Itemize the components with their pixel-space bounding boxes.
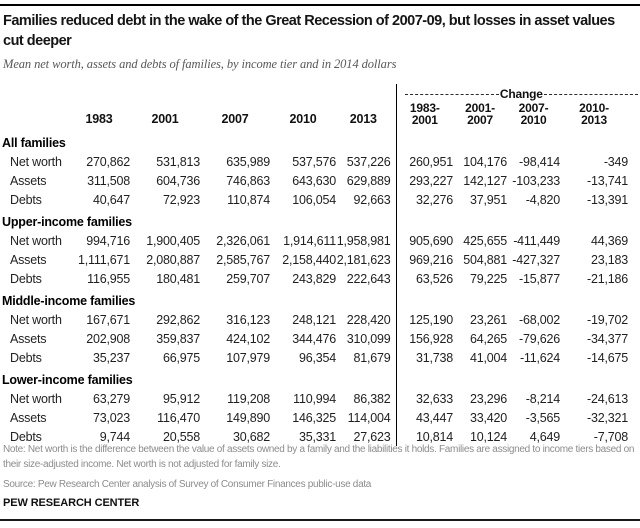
value-cell: 1,111,671: [78, 252, 130, 267]
value-cell: 92,663: [353, 192, 391, 207]
spacer-cell: [396, 367, 640, 389]
row-label: Debts: [10, 350, 42, 365]
value-cell: -349: [603, 154, 629, 169]
value-cell: 2,585,767: [216, 252, 270, 267]
change-column-header: [507, 100, 560, 130]
top-rule: [0, 4, 640, 6]
value-cell: 2,181,623: [336, 252, 391, 267]
value-cell: 635,989: [226, 154, 270, 169]
value-cell: 316,123: [226, 312, 270, 327]
value-cell: 110,874: [227, 192, 270, 207]
value-cell: 746,863: [226, 173, 270, 188]
value-cell: 27,623: [353, 429, 391, 444]
value-cell: 969,216: [396, 250, 453, 269]
value-cell: 110,994: [293, 391, 336, 406]
value-cell: -11,624: [519, 350, 561, 365]
spacer-cell: [396, 209, 640, 231]
value-cell: -68,002: [519, 312, 561, 327]
value-cell: 167,671: [86, 312, 130, 327]
value-cell: -34,377: [587, 331, 629, 346]
group-header: Upper-income families: [2, 215, 132, 229]
change-header-line1: 1983-: [409, 101, 440, 115]
value-cell: -4,820: [525, 192, 561, 207]
dash-line-left: [405, 94, 499, 95]
value-cell: 23,296: [469, 391, 508, 406]
spacer-cell: [0, 84, 396, 100]
value-cell: 9,744: [99, 429, 130, 444]
table-row: [0, 171, 640, 190]
change-header-line2: 2007: [467, 113, 493, 127]
table-row: [0, 329, 640, 348]
group-header-row: [0, 288, 640, 310]
year-column-header: 2010: [289, 112, 317, 126]
change-header-line2: 2013: [581, 113, 607, 127]
value-cell: 202,908: [86, 331, 130, 346]
value-cell: 10,124: [469, 429, 508, 444]
value-cell: 104,176: [463, 154, 508, 169]
value-cell: -103,233: [512, 173, 561, 188]
table-row: [0, 348, 640, 367]
table-body: [0, 130, 640, 446]
value-cell: 142,127: [463, 173, 508, 188]
value-cell: 106,054: [292, 192, 336, 207]
value-cell: -411,449: [513, 233, 561, 248]
value-cell: -3,565: [525, 410, 561, 425]
value-cell: 270,862: [86, 154, 130, 169]
value-cell: -427,327: [512, 252, 561, 267]
value-cell: 41,004: [469, 350, 508, 365]
value-cell: 905,690: [396, 231, 453, 250]
value-cell: 64,265: [469, 331, 508, 346]
value-cell: 146,325: [292, 410, 336, 425]
change-group-cell: [396, 84, 640, 100]
group-header: All families: [2, 136, 66, 150]
value-cell: 96,354: [298, 350, 336, 365]
value-cell: 33,420: [469, 410, 508, 425]
table-header: [0, 84, 640, 130]
value-cell: -98,414: [519, 154, 561, 169]
value-cell: 119,208: [227, 391, 270, 406]
value-cell: -7,708: [593, 429, 629, 444]
value-cell: 86,382: [353, 391, 391, 406]
table-row: [0, 152, 640, 171]
table-row: [0, 310, 640, 329]
value-cell: -32,321: [587, 410, 629, 425]
value-cell: 1,900,405: [146, 233, 200, 248]
value-cell: 35,331: [298, 429, 336, 444]
value-cell: 20,558: [162, 429, 200, 444]
change-column-header: [453, 100, 507, 130]
group-header: Lower-income families: [2, 373, 133, 387]
change-rule-row: [0, 84, 640, 100]
value-cell: 37,951: [469, 192, 508, 207]
value-cell: 222,643: [346, 271, 391, 286]
value-cell: 537,226: [346, 154, 391, 169]
value-cell: 504,881: [463, 252, 508, 267]
value-cell: 243,829: [292, 271, 336, 286]
value-cell: 994,716: [86, 233, 130, 248]
value-cell: 10,814: [396, 427, 453, 446]
value-cell: 107,979: [226, 350, 270, 365]
year-column-header: 2013: [349, 112, 377, 126]
change-header-line2: 2010: [520, 113, 547, 127]
value-cell: 2,080,887: [146, 252, 200, 267]
row-label: Net worth: [10, 154, 62, 169]
value-cell: 260,951: [396, 152, 453, 171]
value-cell: 344,476: [292, 331, 336, 346]
year-column-header: 1983: [85, 112, 113, 126]
bottom-rule: [0, 519, 640, 521]
value-cell: 2,158,440: [282, 252, 336, 267]
value-cell: 180,481: [156, 271, 200, 286]
value-cell: -8,214: [525, 391, 561, 406]
value-cell: 537,576: [292, 154, 336, 169]
row-label: Assets: [10, 173, 47, 188]
value-cell: -19,702: [587, 312, 629, 327]
change-header-line1: 2007-: [518, 101, 549, 115]
spacer-cell: [396, 288, 640, 310]
row-label: Assets: [10, 252, 47, 267]
value-cell: 125,190: [396, 310, 453, 329]
page-title: Families reduced debt in the wake of the Great Recession of 2007-09, but losses in asset values cut deeper: [3, 13, 615, 49]
value-cell: 114,004: [347, 410, 391, 425]
group-header-row: [0, 209, 640, 231]
table-row: [0, 250, 640, 269]
row-label: Assets: [10, 410, 47, 425]
value-cell: 32,276: [396, 190, 453, 209]
column-header-row: [0, 100, 640, 130]
value-cell: -14,675: [587, 350, 629, 365]
row-label: Net worth: [10, 312, 62, 327]
group-header: Middle-income families: [2, 294, 136, 308]
change-header-line1: 2010-: [579, 101, 609, 115]
value-cell: 31,738: [396, 348, 453, 367]
value-cell: 79,225: [469, 271, 508, 286]
source-text: Source: Pew Research Center analysis of Survey of Consumer Finances public-use data: [3, 479, 372, 490]
year-column-header: 2007: [221, 112, 249, 126]
value-cell: 43,447: [396, 408, 453, 427]
table-row: [0, 231, 640, 250]
change-column-header: [560, 100, 640, 130]
value-cell: 424,102: [226, 331, 270, 346]
value-cell: 30,682: [232, 429, 270, 444]
dash-line-right: [544, 94, 638, 95]
value-cell: 1,958,981: [336, 233, 391, 248]
year-column-header: 2001: [151, 112, 179, 126]
value-cell: -24,613: [587, 391, 629, 406]
change-header-line1: 2001-: [465, 101, 495, 115]
note-text: Note: Net worth is the difference between the value of assets owned by a family and the liabilities it holds. Families are assigned to income tiers based on their size-adjusted income. Net worth is not adjusted for family size.: [3, 444, 635, 470]
row-label: Net worth: [10, 233, 62, 248]
change-group-rule: [397, 84, 640, 100]
spacer-cell: [396, 130, 640, 152]
table-row: [0, 190, 640, 209]
value-cell: 63,279: [92, 391, 130, 406]
value-cell: 23,183: [590, 252, 629, 267]
value-cell: 359,837: [156, 331, 200, 346]
change-group-label: Change: [499, 87, 543, 101]
group-header-row: [0, 130, 640, 152]
value-cell: 73,023: [92, 410, 130, 425]
net-worth-table: [0, 84, 640, 446]
row-label-column-header: [0, 100, 68, 130]
value-cell: 425,655: [463, 233, 508, 248]
value-cell: 116,955: [87, 271, 130, 286]
value-cell: 293,227: [396, 171, 453, 190]
value-cell: 32,633: [396, 389, 453, 408]
value-cell: 72,923: [162, 192, 200, 207]
value-cell: 23,261: [469, 312, 508, 327]
row-label: Debts: [10, 271, 42, 286]
page-subtitle: Mean net worth, assets and debts of families, by income tier and in 2014 dollars: [3, 57, 397, 71]
value-cell: 156,928: [396, 329, 453, 348]
table-row: [0, 389, 640, 408]
value-cell: -79,626: [519, 331, 561, 346]
value-cell: 95,912: [162, 391, 200, 406]
value-cell: 259,707: [226, 271, 270, 286]
value-cell: 643,630: [292, 173, 336, 188]
value-cell: 44,369: [590, 233, 629, 248]
value-cell: 4,649: [529, 429, 561, 444]
value-cell: 311,508: [87, 173, 130, 188]
value-cell: 35,237: [92, 350, 130, 365]
value-cell: 310,099: [346, 331, 391, 346]
value-cell: 228,420: [346, 312, 391, 327]
value-cell: 2,326,061: [216, 233, 270, 248]
value-cell: 629,889: [346, 173, 391, 188]
value-cell: -15,877: [519, 271, 561, 286]
value-cell: 40,647: [92, 192, 130, 207]
group-header-row: [0, 367, 640, 389]
value-cell: 81,679: [353, 350, 391, 365]
value-cell: 604,736: [156, 173, 200, 188]
table-row: [0, 269, 640, 288]
table-row: [0, 408, 640, 427]
change-column-header: [396, 100, 453, 130]
value-cell: 66,975: [162, 350, 200, 365]
row-label: Net worth: [10, 391, 62, 406]
brand-footer: PEW RESEARCH CENTER: [3, 497, 140, 509]
row-label: Debts: [10, 192, 42, 207]
value-cell: 1,914,611: [283, 233, 336, 248]
value-cell: -13,741: [587, 173, 629, 188]
value-cell: -13,391: [587, 192, 629, 207]
row-label: Assets: [10, 331, 47, 346]
value-cell: 63,526: [396, 269, 453, 288]
value-cell: 248,121: [292, 312, 336, 327]
value-cell: 149,890: [226, 410, 270, 425]
change-header-line2: 2001: [411, 113, 438, 127]
value-cell: 116,470: [157, 410, 200, 425]
value-cell: 292,862: [156, 312, 200, 327]
row-label: Debts: [10, 429, 42, 444]
value-cell: 531,813: [156, 154, 200, 169]
value-cell: -21,186: [587, 271, 629, 286]
